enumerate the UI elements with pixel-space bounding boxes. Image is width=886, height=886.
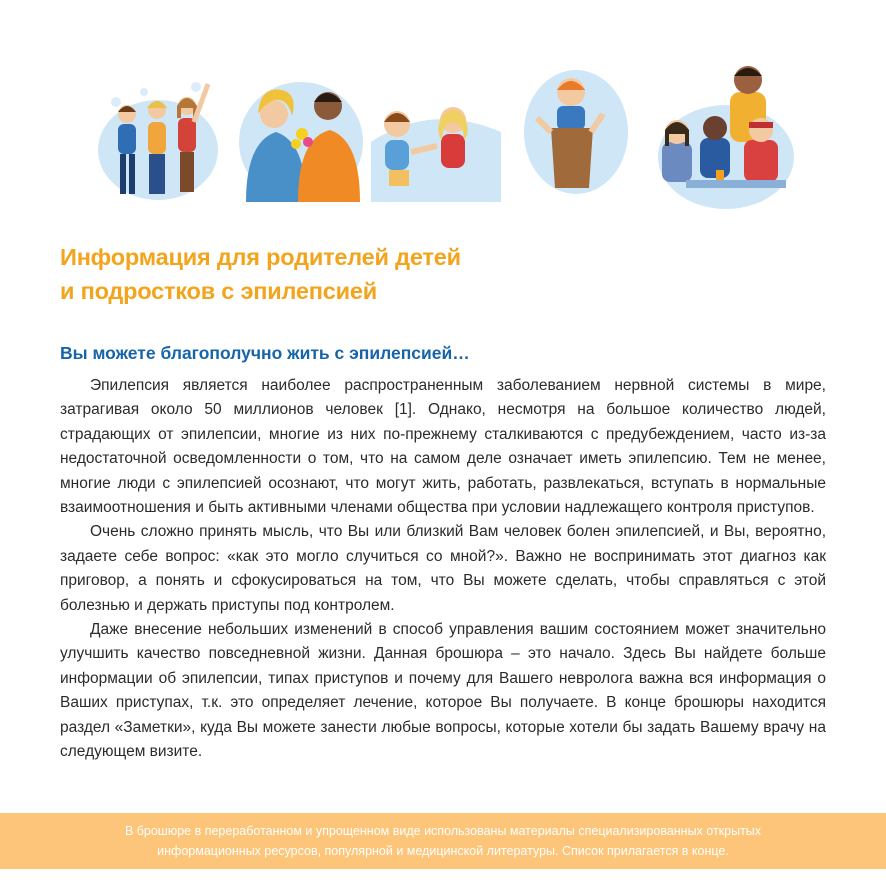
footer-note bbox=[0, 813, 886, 869]
footer-line-1: В брошюре в переработанном и упрощенном виде использованы материалы специализированных открытых bbox=[124, 824, 762, 838]
kids-playing-illustration bbox=[371, 62, 506, 202]
illustrations-strip bbox=[96, 62, 796, 220]
body-text bbox=[60, 374, 826, 765]
paragraph-2: Очень сложно принять мысль, что Вы или близкий Вам человек болен эпилепсией, и Вы, вероятно, задаете себе вопрос: «как это могло случиться со мной?». Важно не воспринимать этот диагноз как приговор, а понять и сфокусироваться на том, что Вы можете сделать, чтобы справляться с этой болезнью и держать приступы под контролем. bbox=[60, 523, 826, 614]
title-line-1: Информация для родителей детей bbox=[60, 244, 461, 270]
section-subtitle: Вы можете благополучно жить с эпилепсией… bbox=[60, 343, 470, 363]
couple-illustration bbox=[236, 62, 366, 202]
paragraph-1: Эпилепсия является наиболее распространенным заболеванием нервной системы в мире, затрагивая около 50 миллионов человек [1]. Однако, несмотря на большое количество людей, страдающих от эпилепсии, многие из них по-прежнему сталкиваются с предубеждением, часто из-за недостаточной осведомленности о том, что на самом деле означает иметь эпилепсию. Тем не менее, многие люди с эпилепсией осознают, что могут жить, работать, развлекаться, вступать в нормальные взаимоотношения и быть активными членами общества при условии надлежащего контроля приступов. bbox=[60, 377, 826, 517]
paragraph-3: Даже внесение небольших изменений в способ управления вашим состоянием может значительно улучшить качество повседневной жизни. Данная брошюра – это начало. Здесь Вы найдете больше информации об эпилепсии, типах приступов и почему для Вашего невролога важна вся информация о Ваших приступах, т.к. это определяет лечение, которое Вы получаете. В конце брошюры находится раздел «Заметки», куда Вы можете занести любые вопросы, которые хотели бы задать Вашему врачу на следующем визите. bbox=[60, 621, 826, 761]
page-title bbox=[60, 240, 461, 308]
group-at-table-illustration bbox=[656, 62, 796, 212]
footer-line-2: информационных ресурсов, популярной и медицинской литературы. Список прилагается в конце. bbox=[157, 844, 729, 858]
dancing-friends-illustration bbox=[96, 62, 221, 202]
title-line-2: и подростков с эпилепсией bbox=[60, 278, 378, 304]
sack-race-illustration bbox=[521, 62, 631, 202]
